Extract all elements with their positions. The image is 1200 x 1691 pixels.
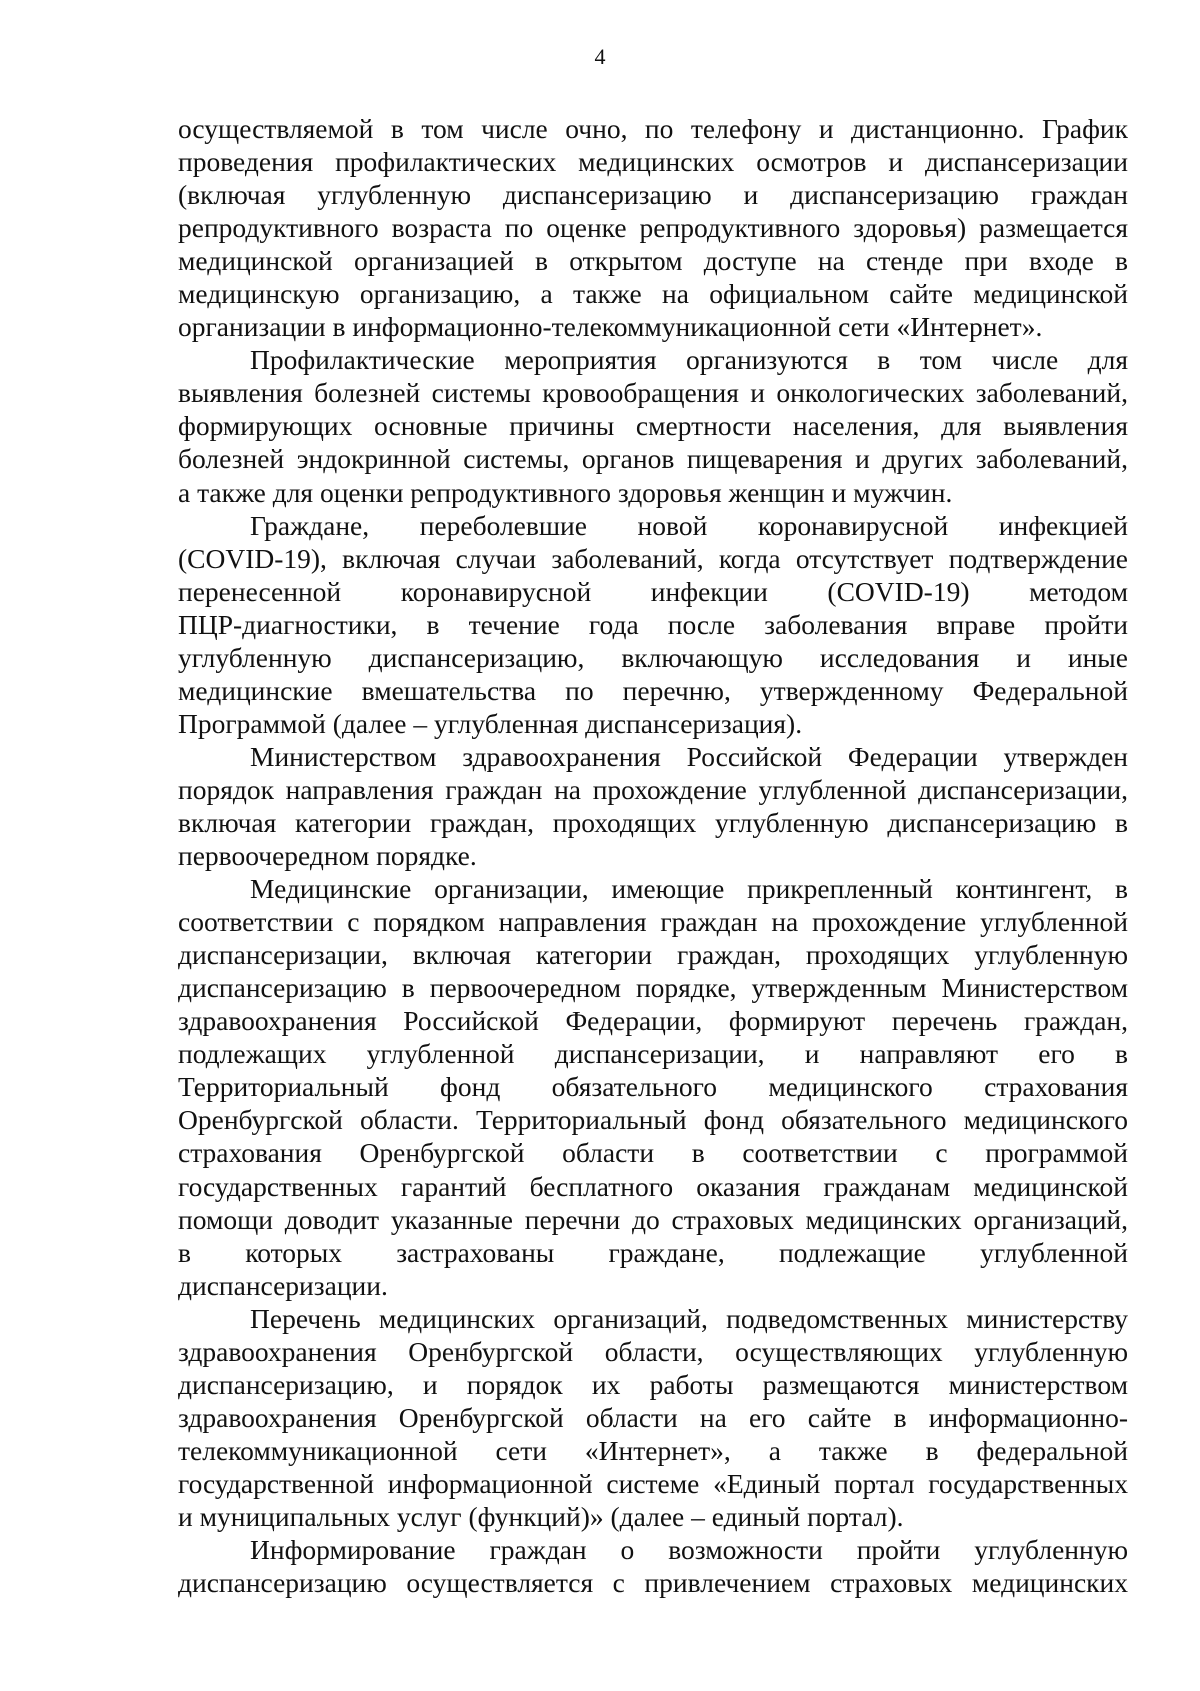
text-line: включая категории граждан, проходящих углубленную диспансеризацию в — [178, 806, 1128, 838]
text-line: Территориальный фонд обязательного медицинского страхования — [178, 1071, 1128, 1103]
text-line: страхования Оренбургской области в соответствии с программой — [178, 1137, 1128, 1169]
text-line: организации в информационно-телекоммуникационной сети «Интернет». — [178, 311, 1043, 343]
text-line: в которых застрахованы граждане, подлежащие углубленной — [178, 1236, 1128, 1268]
text-line: здравоохранения Российской Федерации, формируют перечень граждан, — [178, 1005, 1128, 1037]
text-line: диспансеризацию, и порядок их работы размещаются министерством — [178, 1368, 1128, 1400]
document-body — [178, 112, 1128, 1599]
text-line: медицинскую организацию, а также на официальном сайте медицинской — [178, 278, 1128, 310]
text-line: государственных гарантий бесплатного оказания гражданам медицинской — [178, 1170, 1128, 1202]
text-line: государственной информационной системе «Единый портал государственных — [178, 1467, 1128, 1499]
text-line: здравоохранения Оренбургской области на его сайте в информационно- — [178, 1401, 1128, 1433]
text-line: соответствии с порядком направления граждан на прохождение углубленной — [178, 906, 1128, 938]
text-line: проведения профилактических медицинских осмотров и диспансеризации — [178, 146, 1128, 178]
text-line: осуществляемой в том числе очно, по телефону и дистанционно. График — [178, 113, 1128, 144]
text-line: помощи доводит указанные перечни до страховых медицинских организаций, — [178, 1203, 1128, 1235]
text-line: а также для оценки репродуктивного здоровья женщин и мужчин. — [178, 476, 953, 508]
text-line: Министерством здравоохранения Российской Федерации утвержден — [250, 740, 1128, 772]
text-line: репродуктивного возраста по оценке репродуктивного здоровья) размещается — [178, 212, 1128, 244]
text-line: Информирование граждан о возможности пройти углубленную — [250, 1534, 1128, 1566]
text-line: ПЦР-диагностики, в течение года после заболевания вправе пройти — [178, 608, 1128, 640]
text-line: диспансеризацию в первоочередном порядке, утвержденным Министерством — [178, 972, 1128, 1004]
text-line: медицинские вмешательства по перечню, утвержденному Федеральной — [178, 674, 1128, 706]
text-line: и муниципальных услуг (функций)» (далее – единый портал). — [178, 1500, 904, 1532]
text-line: выявления болезней системы кровообращения и онкологических заболеваний, — [178, 377, 1128, 409]
text-line: диспансеризацию осуществляется с привлечением страховых медицинских — [178, 1567, 1128, 1599]
text-line: медицинской организацией в открытом доступе на стенде при входе в — [178, 245, 1128, 277]
text-line: Граждане, переболевшие новой коронавирусной инфекцией — [250, 509, 1128, 541]
text-line: Медицинские организации, имеющие прикрепленный контингент, в — [250, 873, 1128, 905]
text-line: углубленную диспансеризацию, включающую исследования и иные — [178, 641, 1128, 673]
text-line: подлежащих углубленной диспансеризации, и направляют его в — [178, 1038, 1128, 1070]
text-line: диспансеризации. — [178, 1269, 388, 1301]
text-line: (COVID-19), включая случаи заболеваний, когда отсутствует подтверждение — [178, 542, 1128, 574]
text-line: диспансеризации, включая категории граждан, проходящих углубленную — [178, 939, 1128, 971]
text-line: (включая углубленную диспансеризацию и диспансеризацию граждан — [178, 179, 1128, 211]
page-number: 4 — [594, 44, 606, 69]
text-line: перенесенной коронавирусной инфекции (COVID-19) методом — [178, 575, 1128, 607]
text-line: Перечень медицинских организаций, подведомственных министерству — [250, 1302, 1128, 1334]
text-line: болезней эндокринной системы, органов пищеварения и других заболеваний, — [178, 443, 1128, 475]
text-line: формирующих основные причины смертности населения, для выявления — [178, 410, 1128, 442]
text-line: первоочередном порядке. — [178, 840, 477, 872]
text-line: телекоммуникационной сети «Интернет», а также в федеральной — [178, 1434, 1128, 1466]
text-line: Оренбургской области. Территориальный фонд обязательного медицинского — [178, 1104, 1128, 1136]
text-line: здравоохранения Оренбургской области, осуществляющих углубленную — [178, 1335, 1128, 1367]
text-line: Программой (далее – углубленная диспансеризация). — [178, 707, 803, 739]
text-line: порядок направления граждан на прохождение углубленной диспансеризации, — [178, 773, 1128, 805]
text-line: Профилактические мероприятия организуются в том числе для — [250, 344, 1128, 376]
